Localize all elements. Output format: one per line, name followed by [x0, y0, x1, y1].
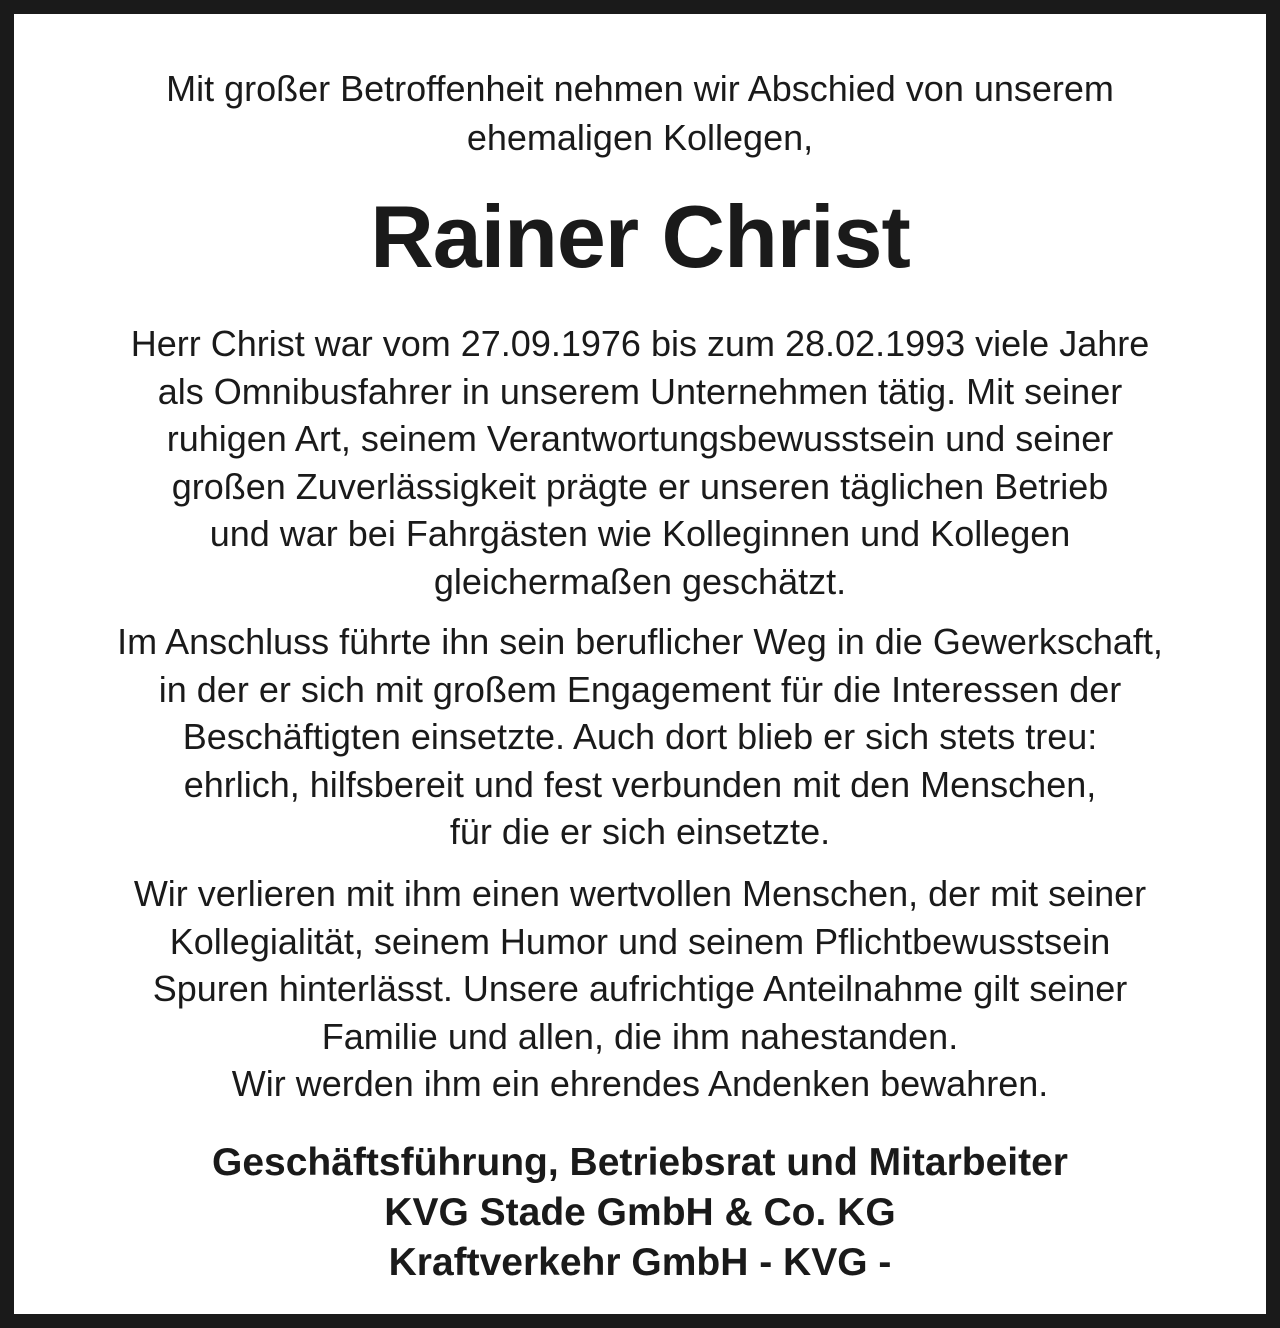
paragraph-condolence [44, 870, 1236, 1108]
deceased-name: Rainer Christ [370, 187, 910, 286]
text-line: Wir verlieren mit ihm einen wertvollen Menschen, der mit seiner [133, 873, 1147, 914]
text-line: Familie und allen, die ihm nahestanden. [321, 1015, 959, 1057]
paragraph-career [44, 320, 1236, 605]
signature-block [44, 1138, 1236, 1288]
text-line: Beschäftigten einsetzte. Auch dort blieb er sich stets treu: [182, 716, 1098, 757]
text-line: gleichermaßen geschätzt. [433, 560, 847, 602]
text-line: großen Zuverlässigkeit prägte er unseren täglichen Betrieb [171, 465, 1109, 507]
intro-line: Mit großer Betroffenheit nehmen wir Abschied von unserem [166, 68, 1114, 109]
text-line: Herr Christ war vom 27.09.1976 bis zum 28.02.1993 viele Jahre [130, 323, 1150, 364]
intro-text [54, 64, 1226, 162]
text-line: Kollegialität, seinem Humor und seinem Pflichtbewusstsein [169, 920, 1111, 962]
text-line: für die er sich einsetzte. [449, 811, 831, 852]
text-line: Spuren hinterlässt. Unsere aufrichtige Anteilnahme gilt seiner [152, 968, 1128, 1009]
text-line: ehrlich, hilfsbereit und fest verbunden mit den Menschen, [183, 763, 1097, 805]
intro-line: ehemaligen Kollegen, [466, 117, 814, 158]
text-line: in der er sich mit großem Engagement für die Interessen der [158, 668, 1122, 710]
signature-line: Geschäftsführung, Betriebsrat und Mitarbeiter [212, 1141, 1068, 1184]
text-line: und war bei Fahrgästen wie Kolleginnen und Kollegen [209, 513, 1071, 554]
text-line: Im Anschluss führte ihn sein beruflicher Weg in die Gewerkschaft, [117, 621, 1163, 662]
signature-line: KVG Stade GmbH & Co. KG [384, 1191, 896, 1234]
paragraph-union [44, 618, 1236, 856]
text-line: ruhigen Art, seinem Verantwortungsbewusstsein und seiner [166, 418, 1114, 459]
text-line: als Omnibusfahrer in unserem Unternehmen tätig. Mit seiner [157, 370, 1123, 412]
signature-line: Kraftverkehr GmbH - KVG - [388, 1241, 892, 1284]
text-line: Wir werden ihm ein ehrendes Andenken bewahren. [231, 1063, 1049, 1104]
